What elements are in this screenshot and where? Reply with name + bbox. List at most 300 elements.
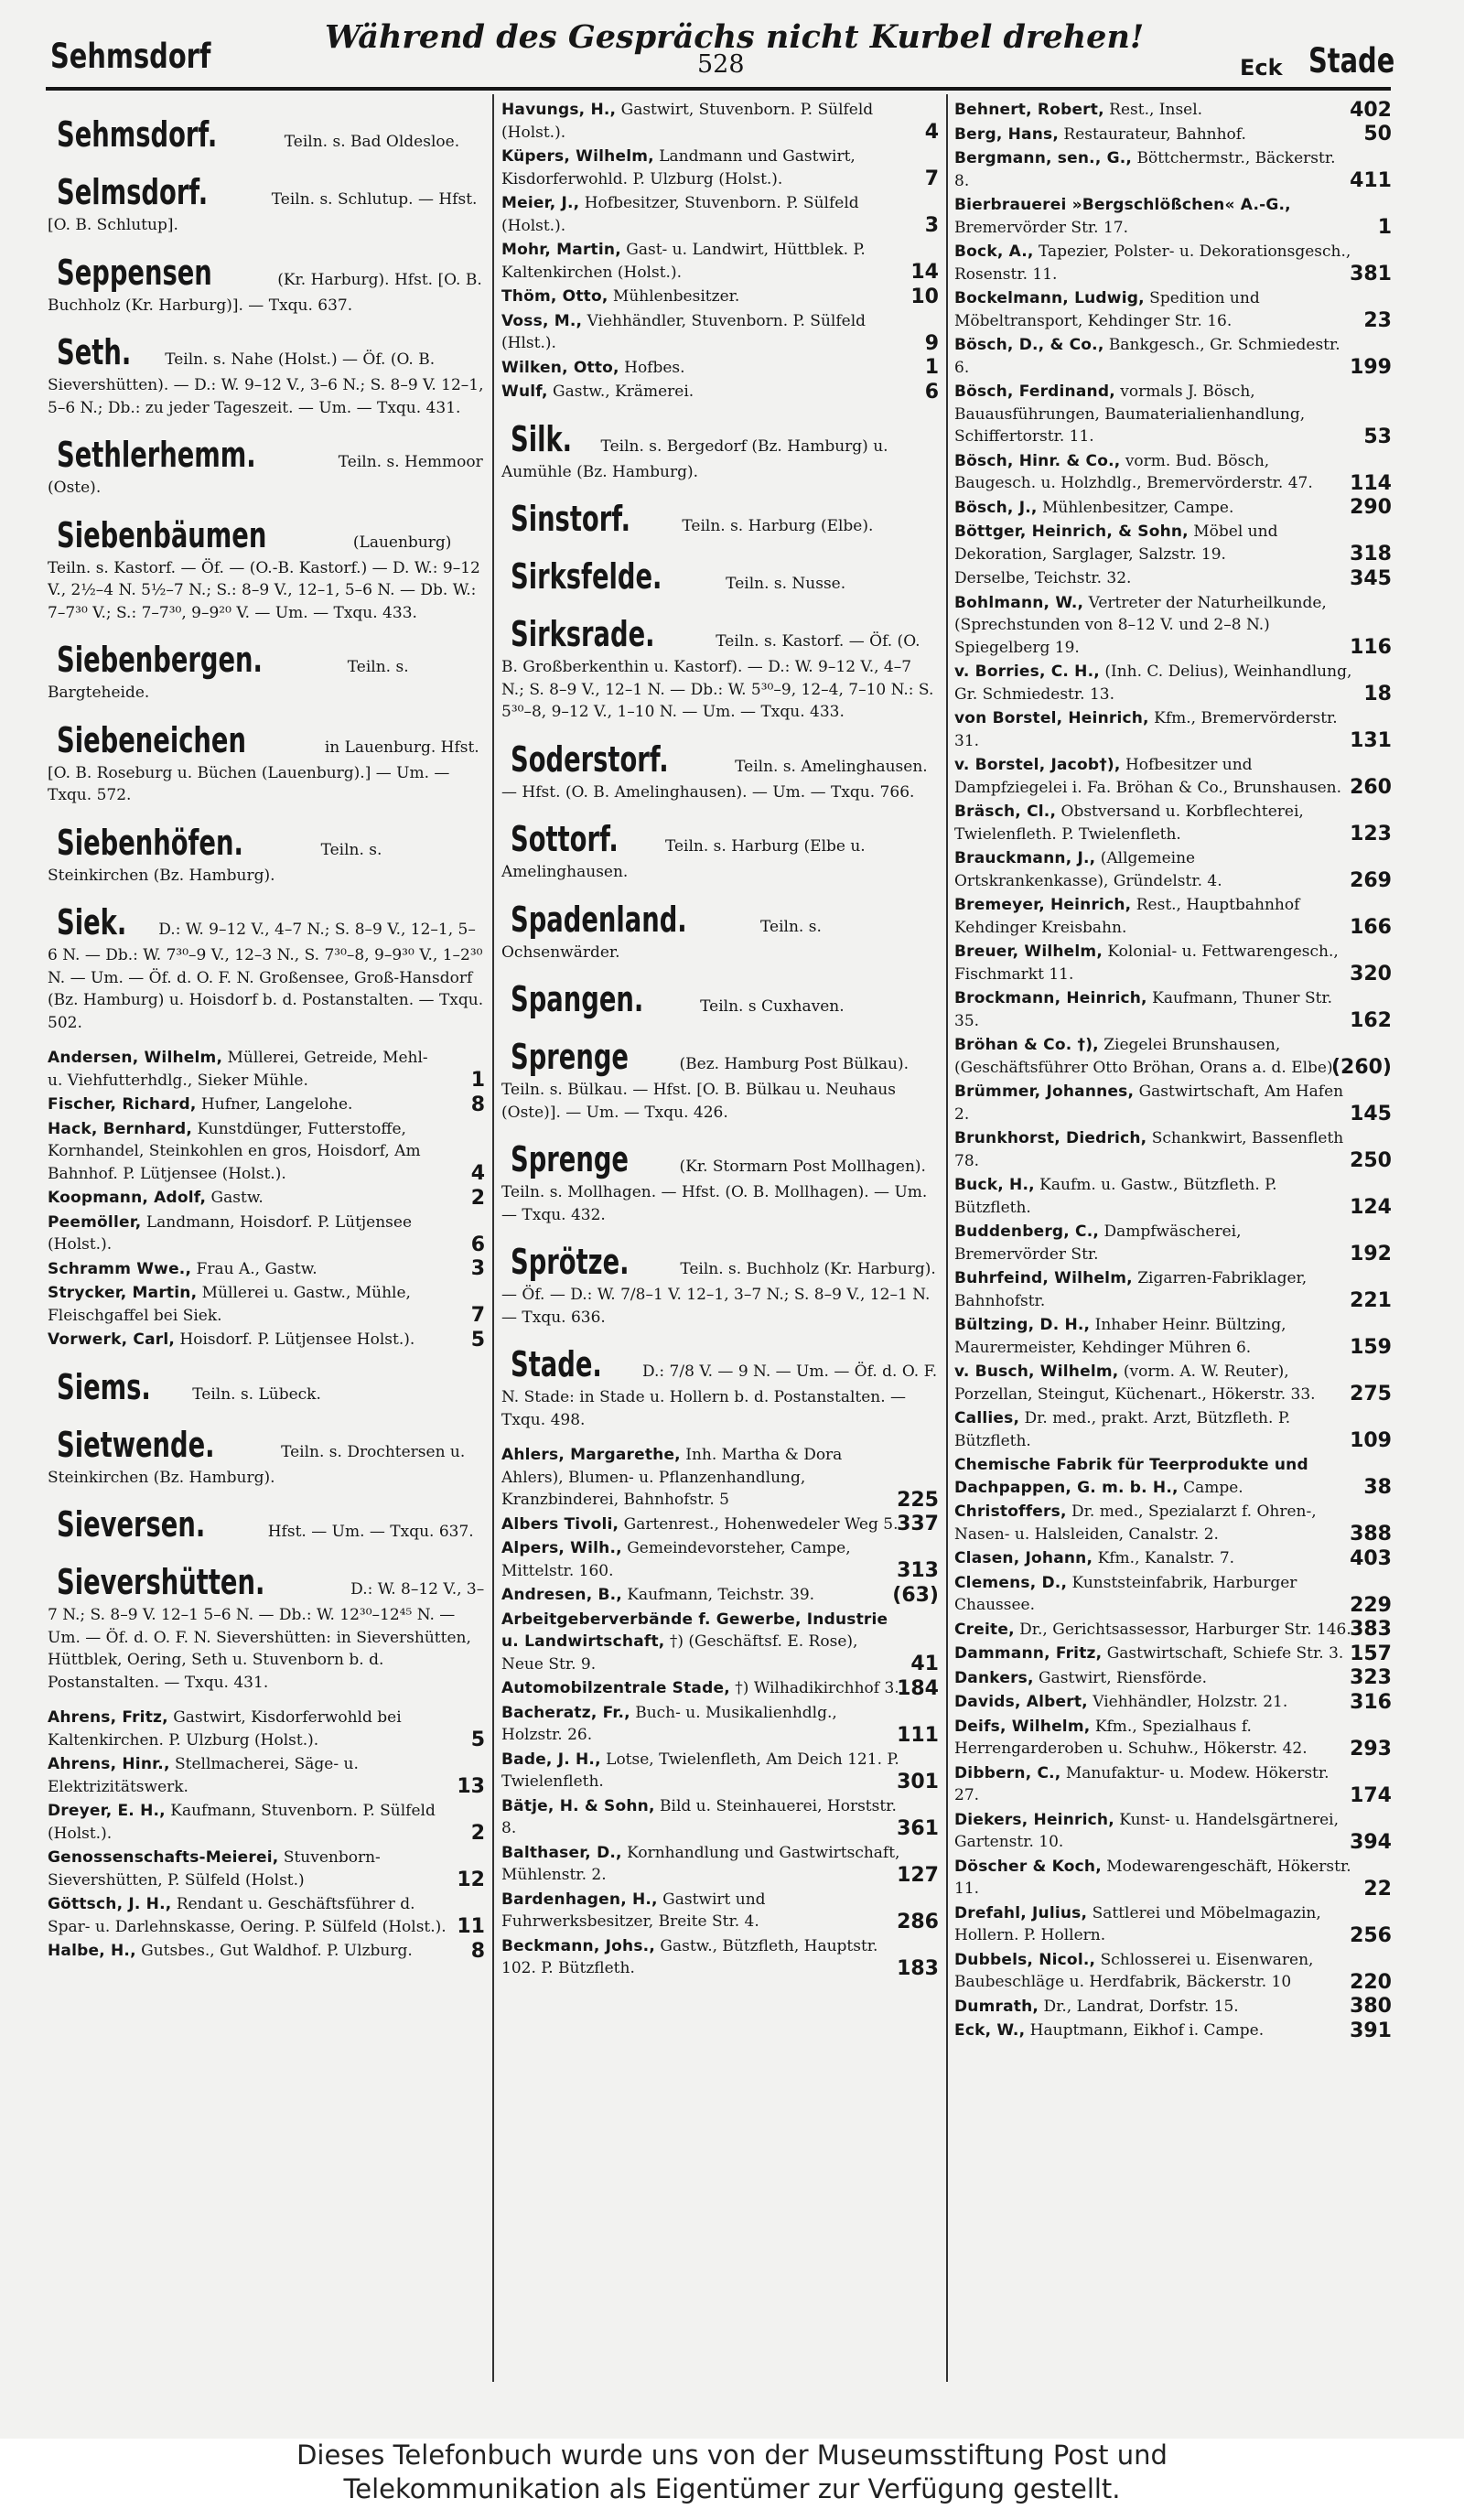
subscriber-entry: [954, 1667, 1392, 1690]
phone-number: 275: [1350, 1383, 1392, 1405]
subscriber-details: Kaufm. u. Gastw., Bützfleth. P. Bützfleth.: [954, 1176, 1277, 1217]
subscriber-entry: [501, 99, 939, 144]
subscriber-details: Frau A., Gastw.: [196, 1259, 318, 1278]
place-name: Seth.: [57, 332, 132, 372]
place-entry: [48, 718, 485, 807]
subscriber-entry: [48, 1753, 485, 1798]
place-entry: [48, 900, 485, 1034]
phone-number: 41: [910, 1653, 939, 1675]
phone-number: 157: [1350, 1642, 1392, 1665]
subscriber-details: Gastwirtschaft, Am Hafen 2.: [954, 1082, 1344, 1124]
phone-number: 109: [1350, 1429, 1392, 1452]
subscriber-name: Dumrath,: [954, 1997, 1039, 2016]
page-header: [0, 0, 1464, 92]
subscriber-details: Kolonial- u. Fettwarengesch., Fischmarkt 11.: [954, 942, 1339, 984]
subscriber-details: Gastwirt, Stuvenborn. P. Sülfeld (Holst.).: [501, 101, 874, 142]
subscriber-details: Müllerei, Getreide, Mehl- u. Viehfutterhdlg., Sieker Mühle.: [48, 1049, 428, 1090]
subscriber-entry: [954, 661, 1392, 705]
subscriber-entry: [501, 1609, 939, 1676]
place-name: Sottorf.: [511, 819, 619, 859]
place-details: Teiln. s. Buchholz (Kr. Harburg). — Öf. — D.: W. 7/8–1 V. 12–1, 3–7 N.; S. 8–9 V., 12–1 N. — Txqu. 636.: [501, 1260, 936, 1327]
subscriber-name: Halbe, H.,: [48, 1942, 136, 1960]
phone-number: 229: [1350, 1593, 1392, 1617]
subscriber-name: Bardenhagen, H.,: [501, 1890, 658, 1909]
place-details: Teiln. s. Harburg (Elbe u. Amelinghausen.: [501, 837, 866, 881]
subscriber-entry: [954, 847, 1392, 892]
phone-number: 192: [1350, 1243, 1392, 1265]
subscriber-name: Andersen, Wilhelm,: [48, 1049, 223, 1067]
subscriber-name: Dammann, Fritz,: [954, 1644, 1103, 1663]
subscriber-entry: [954, 987, 1392, 1032]
subscriber-entry: [954, 1762, 1392, 1807]
phone-number: 388: [1350, 1523, 1392, 1545]
subscriber-name: Andresen, B.,: [501, 1586, 622, 1604]
place-entry: [48, 1560, 485, 1694]
subscriber-name: Buck, H.,: [954, 1176, 1035, 1194]
subscriber-entry: [954, 1856, 1392, 1901]
subscriber-details: (Inh. C. Delius), Weinhandlung, Gr. Schmiedestr. 13.: [954, 662, 1352, 704]
phone-number: 221: [1350, 1289, 1392, 1312]
phone-number: 345: [1350, 566, 1392, 590]
subscriber-details: Hofbesitzer und Dampfziegelei i. Fa. Bröhan & Co., Brunshausen.: [954, 756, 1342, 797]
subscriber-entry: [48, 1282, 485, 1327]
subscriber-name: Bätje, H. & Sohn,: [501, 1796, 655, 1815]
phone-number: 402: [1350, 99, 1392, 122]
place-entry: [48, 1423, 485, 1490]
subscriber-entry: [954, 1314, 1392, 1359]
phone-number: 316: [1350, 1690, 1392, 1714]
subscriber-name: Christoffers,: [954, 1502, 1067, 1521]
phone-number: 8: [470, 1093, 485, 1116]
subscriber-name: Göttsch, J. H.,: [48, 1895, 172, 1913]
place-entry: [501, 738, 939, 804]
subscriber-details: Tapezier, Polster- u. Dekorationsgesch., Rosenstr. 11.: [954, 242, 1351, 284]
subscriber-details: (Allgemeine Ortskrankenkasse), Gründelstr. 4.: [954, 849, 1222, 890]
subscriber-details: Ziegelei Brunshausen, (Geschäftsführer Otto Bröhan, Orans a. d. Elbe).: [954, 1036, 1339, 1077]
subscriber-details: Lotse, Twielenfleth, Am Deich 121. P. Twielenfleth.: [501, 1750, 899, 1791]
subscriber-details: Kfm., Bremervörderstr. 31.: [954, 709, 1338, 750]
subscriber-details: Schlosserei u. Eisenwaren, Baubeschläge u. Herdfabrik, Bäckerstr. 10: [954, 1950, 1314, 1991]
phone-number: 174: [1350, 1783, 1392, 1807]
subscriber-name: Buddenberg, C.,: [954, 1222, 1100, 1241]
place-entry: [501, 898, 939, 964]
phone-number: 2: [470, 1822, 485, 1845]
subscriber-entry: [954, 894, 1392, 939]
subscriber-name: Wulf,: [501, 382, 548, 401]
phone-number: 12: [457, 1868, 485, 1891]
subscriber-details: Vertreter der Naturheilkunde, (Sprechstunden von 8–12 V. und 2–8 N.) Spiegelberg 19.: [954, 593, 1327, 657]
subscriber-entry: [954, 1081, 1392, 1125]
phone-number: 1: [470, 1069, 485, 1092]
subscriber-details: Dr., Gerichtsassessor, Harburger Str. 146.: [1019, 1620, 1351, 1639]
place-entry: [48, 821, 485, 888]
subscriber-details: Gastwirt, Riensförde.: [1039, 1668, 1208, 1687]
phone-number: 411: [1350, 169, 1392, 192]
subscriber-details: Bankgesch., Gr. Schmiedestr. 6.: [954, 336, 1340, 377]
place-name: Siebenbäumen: [57, 514, 267, 555]
phone-number: 3: [470, 1257, 485, 1280]
phone-number: 391: [1350, 2019, 1392, 2042]
phone-number: 3: [924, 214, 939, 237]
subscriber-details: †) Wilhadikirchhof 3.: [735, 1679, 899, 1697]
place-details: (Lauenburg) Teiln. s. Kastorf. — Öf. — (O.-B. Kastorf.) — D. W.: 9–12 V., 2½–4 N. 5½–7 N.; S.: 8–9 V., 12–1, 5–6 N. — Db. W.: 7–7³⁰ V.; S.: 7–7³⁰, 9–9²⁰ V. — Um. — Txqu. 433.: [48, 533, 480, 622]
subscriber-entry: [48, 1940, 485, 1963]
place-details: in Lauenburg. Hfst. [O. B. Roseburg u. Büchen (Lauenburg).] — Um. — Txqu. 572.: [48, 738, 479, 804]
phone-number: 394: [1350, 1830, 1392, 1854]
subscriber-name: Chemische Fabrik für Teerprodukte und Dachpappen, G. m. b. H.,: [954, 1456, 1308, 1497]
phone-number: 124: [1350, 1196, 1392, 1219]
phone-number: 1: [924, 356, 939, 379]
subscriber-name: Ahrens, Fritz,: [48, 1708, 168, 1727]
subscriber-entry: [954, 707, 1392, 752]
subscriber-details: Inhaber Heinr. Bültzing, Maurermeister, Kehdinger Mühren 6.: [954, 1316, 1286, 1357]
subscriber-details: Kaufmann, Thuner Str. 35.: [954, 989, 1333, 1030]
subscriber-entry: [501, 1842, 939, 1887]
subscriber-entry: [48, 1707, 485, 1751]
phone-number: 361: [897, 1816, 939, 1840]
place-entry: [48, 433, 485, 500]
subscriber-entry: [954, 1716, 1392, 1761]
subscriber-entry: [954, 1949, 1392, 1994]
place-entry: [48, 251, 485, 318]
subscriber-name: Callies,: [954, 1409, 1020, 1427]
subscriber-name: Bierbrauerei »Bergschlößchen« A.-G.,: [954, 196, 1291, 214]
phone-number: 269: [1350, 869, 1392, 892]
subscriber-name: Havungs, H.,: [501, 101, 617, 119]
phone-number: 293: [1350, 1737, 1392, 1761]
subscriber-details: vorm. Bud. Bösch, Baugesch. u. Holzhdlg., Bremervörderstr. 47.: [954, 451, 1313, 492]
subscriber-entry: [501, 1444, 939, 1512]
subscriber-details: Kaufmann, Teichstr. 39.: [627, 1586, 815, 1604]
place-details: Teiln. s. Amelinghausen. — Hfst. (O. B. Amelinghausen). — Um. — Txqu. 766.: [501, 757, 928, 802]
place-details: Teiln. s. Schlutup. — Hfst. [O. B. Schlutup].: [48, 190, 478, 234]
subscriber-details: Bild u. Steinhauerei, Horststr. 8.: [501, 1796, 897, 1837]
subscriber-details: †) (Geschäftsf. E. Rose), Neue Str. 9.: [501, 1632, 858, 1674]
subscriber-name: Bröhan & Co. †),: [954, 1036, 1099, 1054]
subscriber-name: Eck, W.,: [954, 2021, 1026, 2040]
subscriber-name: Deifs, Wilhelm,: [954, 1717, 1091, 1736]
phone-number: 6: [924, 380, 939, 404]
subscriber-details: Müllerei u. Gastw., Mühle, Fleischgaffel bei Siek.: [48, 1284, 411, 1325]
subscriber-name: Bremeyer, Heinrich,: [954, 896, 1132, 914]
subscriber-name: Hack, Bernhard,: [48, 1119, 193, 1138]
subscriber-entry: [954, 801, 1392, 845]
place-entry: [501, 1035, 939, 1124]
place-name: Sprötze.: [511, 1242, 630, 1282]
subscriber-entry: [954, 147, 1392, 192]
place-name: Selmsdorf.: [57, 172, 209, 212]
place-entry: [48, 330, 485, 419]
subscriber-details: Gastwirtschaft, Schiefe Str. 3.: [1106, 1644, 1344, 1663]
header-rule: [46, 87, 1391, 91]
phone-number: 7: [924, 167, 939, 190]
subscriber-details: (vorm. A. W. Reuter), Porzellan, Steingut, Küchenart., Hökerstr. 33.: [954, 1362, 1316, 1404]
place-name: Siems.: [57, 1366, 151, 1407]
subscriber-details: Inh. Martha & Dora Ahlers), Blumen- u. Pflanzenhandlung, Kranzbinderei, Bahnhofstr. 5: [501, 1446, 843, 1509]
place-name: Stade.: [511, 1344, 602, 1384]
subscriber-name: v. Borries, C. H.,: [954, 662, 1100, 681]
subscriber-name: Mohr, Martin,: [501, 241, 621, 259]
phone-number: 22: [1363, 1877, 1392, 1901]
place-entry: [501, 977, 939, 1021]
subscriber-details: Derselbe, Teichstr. 32.: [954, 569, 1132, 587]
subscriber-entry: [501, 310, 939, 355]
subscriber-details: Stellmacherei, Säge- u. Elektrizitätswerk.: [48, 1755, 359, 1796]
phone-number: 159: [1350, 1336, 1392, 1359]
place-details: Teiln. s. Ochsenwärder.: [501, 917, 822, 962]
subscriber-details: Böttchermstr., Bäckerstr. 8.: [954, 149, 1336, 190]
phone-number: 111: [897, 1723, 939, 1747]
subscriber-details: Dr., Landrat, Dorfstr. 15.: [1043, 1997, 1239, 2016]
footer-note: [0, 2439, 1464, 2520]
phone-number: 114: [1350, 471, 1392, 495]
phone-number: 381: [1350, 263, 1392, 285]
subscriber-details: Dr. med., prakt. Arzt, Bützfleth. P. Bützfleth.: [954, 1409, 1291, 1450]
place-details: Teiln. s. Harburg (Elbe).: [682, 517, 874, 535]
subscriber-entry: [501, 1749, 939, 1793]
subscriber-entry: [501, 145, 939, 190]
header-left-keyword: Sehmsdorf: [50, 37, 211, 76]
place-entry: [48, 1502, 485, 1546]
subscriber-details: Kornhandlung und Gastwirtschaft, Mühlenstr. 2.: [501, 1843, 900, 1884]
page-number: 528: [697, 50, 745, 79]
subscriber-entry: [501, 239, 939, 284]
subscriber-name: Brockmann, Heinrich,: [954, 989, 1147, 1007]
phone-number: 13: [457, 1775, 485, 1798]
place-name: Siebenbergen.: [57, 640, 263, 680]
subscriber-details: Mühlenbesitzer.: [612, 287, 740, 306]
subscriber-name: Beckmann, Johs.,: [501, 1936, 655, 1955]
phone-number: 199: [1350, 356, 1392, 379]
subscriber-name: Brunkhorst, Diedrich,: [954, 1129, 1147, 1147]
phone-number: 4: [470, 1162, 485, 1185]
phone-number: 301: [897, 1770, 939, 1793]
subscriber-name: Schramm Wwe.,: [48, 1259, 192, 1278]
phone-number: 131: [1350, 729, 1392, 752]
subscriber-name: Ahrens, Hinr.,: [48, 1755, 170, 1773]
subscriber-name: Fischer, Richard,: [48, 1095, 197, 1114]
phone-number: 184: [897, 1676, 939, 1700]
phone-number: 2: [470, 1186, 485, 1210]
subscriber-details: Kunst- u. Handelsgärtnerei, Gartenstr. 10.: [954, 1810, 1339, 1851]
phone-number: 23: [1363, 309, 1392, 332]
subscriber-details: Hoisdorf. P. Lütjensee Holst.).: [179, 1330, 415, 1349]
place-details: Teiln. s. Bad Oldesloe.: [284, 133, 460, 151]
subscriber-details: Viehhändler, Holzstr. 21.: [1093, 1693, 1288, 1711]
subscriber-name: Wilken, Otto,: [501, 358, 619, 377]
place-details: D.: W. 8–12 V., 3–7 N.; S. 8–9 V. 12–1 5–6 N. — Db.: W. 12³⁰–12⁴⁵ N. — Um. — Öf. d. O. F. N. Sievershütten: in Sievershütten, Hüttblek, Oering, Seth u. Stuvenborn b. d. Postanstalten. — Txqu. 431.: [48, 1580, 485, 1692]
footer-line: Telekommunikation als Eigentümer zur Verfügung gestellt.: [343, 2473, 1121, 2504]
phone-number: 290: [1350, 496, 1392, 519]
phone-number: 318: [1350, 543, 1392, 565]
subscriber-name: von Borstel, Heinrich,: [954, 709, 1149, 727]
subscriber-entry: [954, 497, 1392, 520]
place-details: Teiln. s Cuxhaven.: [700, 997, 845, 1016]
subscriber-name: Drefahl, Julius,: [954, 1903, 1088, 1922]
place-name: Sethlerhemm.: [57, 435, 256, 475]
phone-number: 220: [1350, 1970, 1392, 1994]
subscriber-entry: [954, 1642, 1392, 1665]
subscriber-details: Rest., Hauptbahnhof Kehdinger Kreisbahn.: [954, 896, 1300, 937]
column-2: [501, 99, 939, 2386]
subscriber-name: v. Busch, Wilhelm,: [954, 1362, 1119, 1381]
subscriber-entry: [954, 1361, 1392, 1405]
subscriber-entry: [48, 1212, 485, 1256]
subscriber-name: Bohlmann, W.,: [954, 593, 1084, 612]
place-details: Teiln. s. Bergedorf (Bz. Hamburg) u. Aumühle (Bz. Hamburg).: [501, 436, 888, 481]
place-details: Teiln. s. Lübeck.: [192, 1384, 321, 1404]
subscriber-name: Thöm, Otto,: [501, 287, 608, 306]
subscriber-name: Peemöller,: [48, 1212, 142, 1232]
subscriber-details: Gastwirt, Kisdorferwohld bei Kaltenkirchen. P. Ulzburg (Holst.).: [48, 1708, 402, 1750]
place-name: Siek.: [57, 902, 127, 942]
subscriber-entry: [954, 1902, 1392, 1947]
subscriber-name: Bade, J. H.,: [501, 1750, 601, 1769]
column-3: [954, 99, 1392, 2386]
phone-number: 50: [1363, 123, 1392, 145]
subscriber-details: Gastwirt und Fuhrwerksbesitzer, Breite Str. 4.: [501, 1890, 766, 1931]
subscriber-details: Mühlenbesitzer, Campe.: [1041, 498, 1234, 517]
subscriber-details: Landmann, Hoisdorf. P. Lütjensee (Holst.).: [48, 1212, 413, 1254]
phone-number: 7: [470, 1304, 485, 1327]
subscriber-entry: [954, 124, 1392, 146]
subscriber-entry: [501, 1702, 939, 1747]
phone-number: 380: [1350, 1995, 1392, 2018]
subscriber-name: Koopmann, Adolf,: [48, 1189, 207, 1207]
subscriber-entry: [501, 1677, 939, 1700]
subscriber-name: Vorwerk, Carl,: [48, 1330, 176, 1349]
place-name: Sievershütten.: [57, 1562, 265, 1602]
place-details: Teiln. s. Steinkirchen (Bz. Hamburg).: [48, 840, 382, 885]
subscriber-details: Schankwirt, Bassenfleth 78.: [954, 1129, 1344, 1170]
phone-number: 383: [1350, 1618, 1392, 1641]
subscriber-entry: [954, 1454, 1392, 1499]
phone-number: 162: [1350, 1009, 1392, 1032]
subscriber-entry: [954, 2019, 1392, 2042]
subscriber-name: Berg, Hans,: [954, 124, 1059, 144]
subscriber-details: Dr. med., Spezialarzt f. Ohren-, Nasen- u. Halsleiden, Canalstr. 2.: [954, 1502, 1317, 1544]
subscriber-details: Restaurateur, Bahnhof.: [1063, 124, 1246, 144]
subscriber-details: Gastw.: [210, 1189, 264, 1207]
header-right-small: Eck: [1240, 55, 1283, 81]
subscriber-name: Bösch, Ferdinand,: [954, 382, 1115, 401]
place-entry: [501, 612, 939, 724]
phone-number: 145: [1350, 1103, 1392, 1125]
subscriber-details: Gartenrest., Hohenwedeler Weg 5.: [623, 1514, 899, 1534]
subscriber-details: Rest., Insel.: [1109, 101, 1203, 119]
subscriber-name: Döscher & Koch,: [954, 1857, 1102, 1876]
phone-number: 5: [470, 1328, 485, 1352]
subscriber-entry: [954, 194, 1392, 239]
place-name: Spangen.: [511, 979, 644, 1019]
subscriber-name: Dankers,: [954, 1668, 1034, 1687]
subscriber-name: Genossenschafts-Meierei,: [48, 1848, 279, 1867]
subscriber-entry: [501, 1889, 939, 1933]
subscriber-name: Breuer, Wilhelm,: [954, 942, 1103, 961]
subscriber-name: Bösch, J.,: [954, 498, 1038, 517]
subscriber-details: Landmann und Gastwirt, Kisdorferwohld. P. Ulzburg (Holst.).: [501, 147, 856, 188]
subscriber-entry: [954, 941, 1392, 985]
subscriber-entry: [48, 1258, 485, 1281]
subscriber-entry: [501, 1935, 939, 1980]
phone-number: (63): [892, 1583, 939, 1607]
place-name: Sprenge: [511, 1139, 629, 1179]
subscriber-entry: [48, 1893, 485, 1938]
phone-number: 127: [897, 1863, 939, 1887]
place-details: Teiln. s. Bargteheide.: [48, 658, 409, 702]
phone-number: 286: [897, 1910, 939, 1933]
subscriber-details: Kfm., Spezialhaus f. Herrengarderoben u. Schuhw., Hökerstr. 42.: [954, 1717, 1308, 1758]
subscriber-details: Stuvenborn-Sievershütten, P. Sülfeld (Holst.): [48, 1848, 381, 1890]
place-name: Sirksrade.: [511, 614, 655, 654]
place-name: Silk.: [511, 418, 573, 459]
phone-number: 6: [470, 1233, 485, 1256]
subscriber-entry: [954, 1996, 1392, 2019]
place-details: Teiln. s. Drochtersen u. Steinkirchen (Bz. Hamburg).: [48, 1442, 466, 1487]
subscriber-name: Bockelmann, Ludwig,: [954, 289, 1145, 307]
place-details: (Bez. Hamburg Post Bülkau). Teiln. s. Bülkau. — Hfst. [O. B. Bülkau u. Neuhaus (Oste)]. — Um. — Txqu. 426.: [501, 1055, 910, 1122]
place-entry: [48, 1365, 485, 1409]
subscriber-details: Campe.: [1183, 1478, 1243, 1497]
place-details: D.: W. 9–12 V., 4–7 N.; S. 8–9 V., 12–1, 5–6 N. — Db.: W. 7³⁰–9 V., 12–3 N., S. 7³⁰–8, 9–9³⁰ V., 1–2³⁰ N. — Um. — Öf. d. O. F. N. Großensee, Groß-Hansdorf (Bz. Hamburg) u. Hoisdorf b. d. Postanstalten. — Txqu. 502.: [48, 921, 484, 1032]
phone-number: 11: [457, 1915, 485, 1938]
subscriber-entry: [954, 334, 1392, 379]
place-details: Hfst. — Um. — Txqu. 637.: [267, 1523, 474, 1541]
subscriber-details: Kaufmann, Stuvenborn. P. Sülfeld (Holst.).: [48, 1802, 436, 1843]
subscriber-entry: [48, 1047, 485, 1092]
phone-number: (260): [1330, 1056, 1392, 1079]
footer-line: Dieses Telefonbuch wurde uns von der Museumsstiftung Post und: [296, 2439, 1168, 2471]
subscriber-details: Kunstdünger, Futterstoffe, Kornhandel, Steinkohlen en gros, Hoisdorf, Am Bahnhof. P. Lütjensee (Holst.).: [48, 1119, 421, 1183]
subscriber-details: Hauptmann, Eikhof i. Campe.: [1029, 2021, 1265, 2040]
phone-number: 53: [1363, 425, 1392, 448]
subscriber-entry: [954, 1127, 1392, 1172]
place-name: Soderstorf.: [511, 738, 669, 780]
place-name: Siebeneichen: [57, 719, 246, 760]
subscriber-details: Viehhändler, Stuvenborn. P. Sülfeld (Hlst.).: [501, 311, 867, 352]
subscriber-name: Creite,: [954, 1620, 1015, 1639]
subscriber-name: Bösch, Hinr. & Co.,: [954, 451, 1121, 470]
subscriber-entry: [954, 1221, 1392, 1265]
subscriber-entry: [48, 1847, 485, 1891]
subscriber-details: Hofbes.: [624, 358, 685, 377]
place-entry: [48, 513, 485, 625]
subscriber-details: vormals J. Bösch, Bauausführungen, Baumaterialienhandlung, Schiffertorstr. 11.: [954, 382, 1306, 446]
place-entry: [48, 113, 485, 156]
subscriber-details: Spedition und Möbeltransport, Kehdinger Str. 16.: [954, 289, 1260, 330]
subscriber-name: Dubbels, Nicol.,: [954, 1950, 1096, 1969]
subscriber-details: Gutsbes., Gut Waldhof. P. Ulzburg.: [141, 1942, 413, 1960]
subscriber-entry: [954, 1407, 1392, 1452]
subscriber-entry: [954, 1034, 1392, 1079]
subscriber-entry: [501, 1513, 939, 1536]
subscriber-entry: [954, 1572, 1392, 1617]
phone-number: 260: [1350, 776, 1392, 799]
place-details: D.: 7/8 V. — 9 N. — Um. — Öf. d. O. F. N. Stade: in Stade u. Hollern b. d. Postanstalten. — Txqu. 498.: [501, 1362, 938, 1429]
phone-number: 5: [470, 1728, 485, 1751]
subscriber-entry: [501, 192, 939, 237]
column-1: [48, 99, 485, 2386]
place-details: (Kr. Harburg). Hfst. [O. B. Buchholz (Kr. Harburg)]. — Txqu. 637.: [48, 270, 482, 315]
subscriber-name: Balthaser, D.,: [501, 1843, 622, 1862]
phone-number: 10: [910, 285, 939, 308]
subscriber-name: Clasen, Johann,: [954, 1549, 1093, 1567]
place-entry: [501, 497, 939, 541]
subscriber-entry: [954, 99, 1392, 122]
place-name: Sietwende.: [57, 1424, 215, 1465]
subscriber-name: Bergmann, sen., G.,: [954, 149, 1133, 167]
subscriber-entry: [954, 450, 1392, 495]
